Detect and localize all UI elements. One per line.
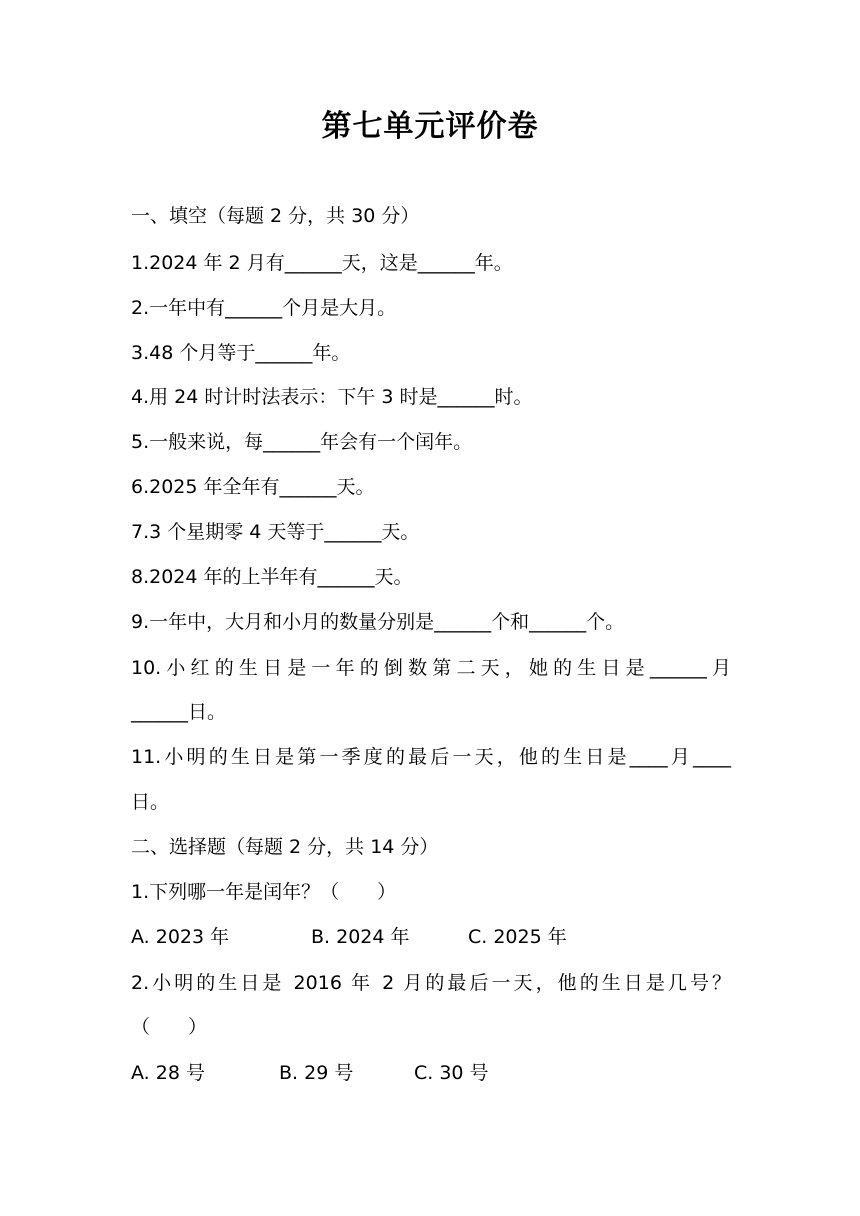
question-4: 4.用 24 时计时法表示：下午 3 时是______时。 — [131, 386, 533, 408]
question-5: 5.一般来说，每______年会有一个闰年。 — [131, 431, 473, 453]
question-11: 11.小明的生日是第一季度的最后一天，他的生日是____月____ — [131, 746, 731, 768]
choice-1-option-c: C. 2025 年 — [468, 926, 567, 948]
question-11-continued: 日。 — [131, 791, 170, 813]
question-10-continued: ______日。 — [131, 701, 227, 723]
choice-2-option-c: C. 30 号 — [414, 1062, 489, 1084]
choice-question-2: 2.小明的生日是 2016 年 2 月的最后一天，他的生日是几号？ — [131, 972, 731, 994]
question-9: 9.一年中，大月和小月的数量分别是______个和______个。 — [131, 611, 625, 633]
question-8: 8.2024 年的上半年有______天。 — [131, 566, 413, 588]
question-1: 1.2024 年 2 月有______天，这是______年。 — [131, 252, 513, 274]
question-10: 10.小红的生日是一年的倒数第二天，她的生日是______月 — [131, 657, 731, 679]
choice-2-option-a: A. 28 号 — [131, 1062, 205, 1084]
question-6: 6.2025 年全年有______天。 — [131, 476, 375, 498]
choice-question-2-continued: （ ） — [131, 1016, 208, 1038]
section-heading-multiple-choice: 二、选择题（每题 2 分，共 14 分） — [131, 836, 439, 858]
choice-2-option-b: B. 29 号 — [279, 1062, 354, 1084]
question-3: 3.48 个月等于______年。 — [131, 342, 351, 364]
choice-1-option-a: A. 2023 年 — [131, 926, 230, 948]
section-heading-fill-blank: 一、填空（每题 2 分，共 30 分） — [131, 205, 420, 227]
question-2: 2.一年中有______个月是大月。 — [131, 297, 397, 319]
choice-question-1: 1.下列哪一年是闰年？（ ） — [131, 881, 397, 903]
choice-1-option-b: B. 2024 年 — [311, 926, 410, 948]
page-title: 第七单元评价卷 — [321, 109, 539, 144]
question-7: 7.3 个星期零 4 天等于______天。 — [131, 521, 420, 543]
